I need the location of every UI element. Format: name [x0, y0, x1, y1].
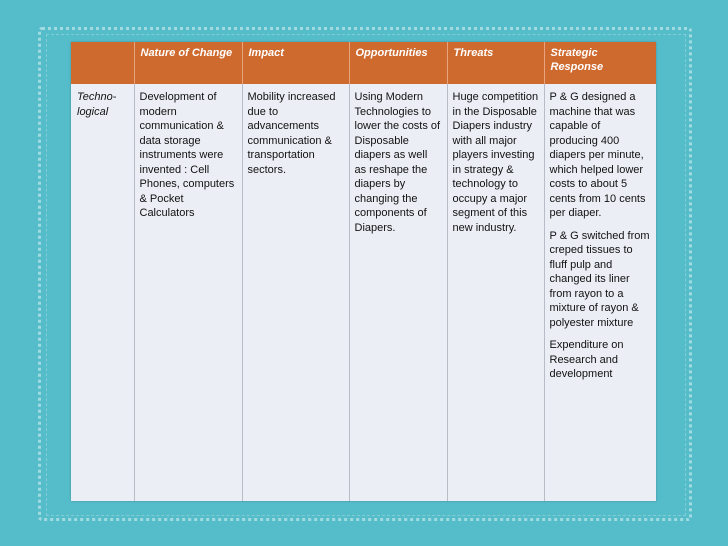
header-strategic-response: Strategic Response [544, 42, 656, 84]
strategic-response-paragraph: P & G switched from creped tissues to fluff pulp and changed its liner from rayon to a mixture of rayon & polyester mixture [549, 229, 650, 329]
row-label [71, 84, 134, 501]
header-nature-of-change: Nature of Change [134, 42, 242, 84]
header-opportunities: Opportunities [349, 42, 447, 84]
table-header-row [71, 42, 656, 84]
pestle-table [71, 42, 656, 501]
cell-strategic-response [544, 84, 656, 501]
cell-nature-of-change: Development of modern communication & data storage instruments were invented : Cell Phones, computers & Pocket Calculators [134, 84, 242, 501]
cell-opportunities: Using Modern Technologies to lower the costs of Disposable diapers as well as reshape the diapers by changing the components of Diapers. [349, 84, 447, 501]
slide [71, 42, 656, 501]
header-threats: Threats [447, 42, 544, 84]
strategic-response-paragraph: P & G designed a machine that was capable of producing 400 diapers per minute, which helped lower costs to about 5 cents from 10 cents per diaper. [549, 91, 646, 219]
cell-threats: Huge competition in the Disposable Diapers industry with all major players investing in strategy & technology to occupy a major segment of this new industry. [447, 84, 544, 501]
cell-impact: Mobility increased due to advancements communication & transportation sectors. [242, 84, 349, 501]
header-impact: Impact [242, 42, 349, 84]
strategic-response-paragraph: Expenditure on Research and development [549, 339, 624, 380]
row-label-text: Techno- logical [77, 91, 117, 118]
table-row [71, 84, 656, 501]
header-corner [71, 42, 134, 84]
